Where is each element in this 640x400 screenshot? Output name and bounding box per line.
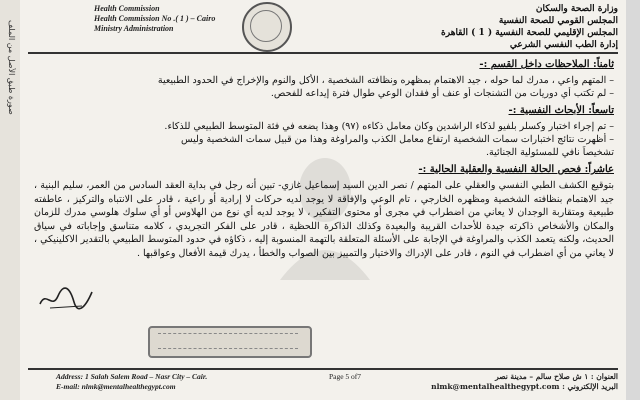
letterhead-english [94,4,234,34]
observation-line-2: – لم تكتب أي دوريات من التشنجات أو عنف أو فقدان الوعي طوال فترة إيداعه للفحص. [270,88,614,99]
signature-icon [36,284,96,314]
report-body [34,58,614,260]
footer-english [56,372,306,392]
footer-arabic [398,372,618,392]
letterhead-arabic [358,3,618,51]
binding-margin [0,0,21,400]
psych-test-line-2: – أظهرت نتائج اختبارات سمات الشخصية ارتفاع معامل الكذب والمراوغة وهذا من قبيل سمات الشخصية وليس [181,134,614,145]
section-mental-state [34,163,614,260]
letterhead-en-line-2: Health Commission No .( 1 ) – Cairo [94,14,216,23]
psych-test-line-1: – تم إجراء اختبار وكسلر بلفيو لذكاء الراشدين وكان معامل ذكاءه (٩٧) وهذا يضعه في فئة المتوسط الطبيعي للذكاء. [164,121,614,132]
psych-test-line-3: تشخيصاً نافي للمسئولية الجنائية. [486,147,614,158]
section-psych-tests-title: تاسعاً: الأبحاث النفسية :- [508,105,614,116]
section-observations [34,58,614,100]
letterhead-ar-line-3: المجلس الإقليمي للصحة النفسية ( 1 ) القاهرة [441,28,618,38]
header-divider [28,52,618,54]
binding-margin-text: صورة طبق الأصل من الملف [7,20,16,115]
mental-state-paragraph: بتوقيع الكشف الطبي النفسي والعقلي على المتهم / نصر الدين السيد إسماعيل غازي- تبين أنه رجل في بداية العقد السادس من العمر، سليم البنية ، جيد الاهتمام بنظافته الشخصية ومظهره الخارجي ، تام الوعي والإفاقة لا يوجد لديه حركات لا إرادية أو راعية ، قادر على الانتباه والتركيز ، عاطفته طبيعية ومتقاربة الوجدان لا يعاني من اضطراب في مجرى أو محتوى التفكير ، لا يوجد لديه أي نوع من الهلاوس أو أي سلوك هلوسي مدرك للزمان والمكان والأشخاص ذاكرته جيدة للأحداث القريبة والبعيدة وكذلك الذاكرة اللحظية ، قادر على الفكر التجريدي ، كلامه متناسق وإجاباته في سياق الحديث، ولكنه يتعمد الكذب والمراوغة في الإجابة على الأسئلة المتعلقة بالتهمة المنسوبة إليه ، ذكاؤه في حدود المتوسط الطبيعي بالتقدير الاكلينيكي ، لا يعاني من أي اضطراب في النوم ، قادر على الإدراك والاختيار والتمييز بين الصواب والخطأ ، يدرك قيمة الأفعال وعواقبها . [34,180,614,259]
document-page [20,0,626,400]
letterhead-ar-line-1: وزارة الصحة والسكان [535,4,618,14]
letterhead-en-line-1: Health Commission [94,4,160,13]
letterhead [20,0,626,52]
section-psych-tests [34,104,614,159]
observation-line-1: – المتهم واعي ، مدرك لما حوله ، جيد الاهتمام بمظهره ونظافته الشخصية ، الأكل والنوم والإخراج في الحدود الطبيعية [157,75,614,86]
section-observations-title: ثامناً: الملاحظات داخل القسم :- [479,59,614,70]
letterhead-ar-line-2: المجلس القومي للصحة النفسية [498,16,618,26]
footer-divider [28,368,618,370]
footer-address-ar: العنوان : ١ ش صلاح سالم – مدينة نصر [495,372,618,381]
page-number: Page 5 of7 [328,372,362,381]
footer-email-ar: البريد الإلكتروني : nlmk@mentalhealthegypt.com [431,382,618,391]
footer-address-en: Address: 1 Salah Salem Road – Nasr City – Cair. [56,372,208,381]
letterhead-en-line-3: Ministry Administration [94,24,174,33]
footer-email-en: E-mail: nlmk@mentalhealthegypt.com [56,382,176,391]
section-mental-state-title: عاشراً: فحص الحالة النفسية والعقلية الحالية :- [418,164,614,175]
letterhead-ar-line-4: إدارة الطب النفسي الشرعي [509,40,618,50]
official-stamp-icon [148,326,312,358]
ministry-seal-icon [242,2,292,52]
